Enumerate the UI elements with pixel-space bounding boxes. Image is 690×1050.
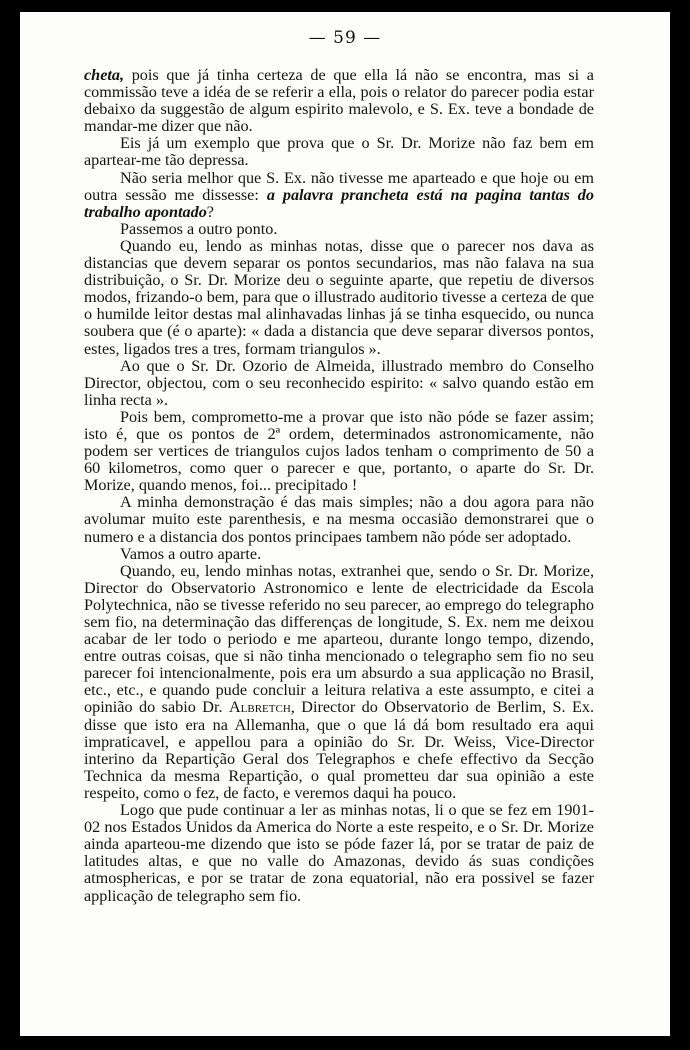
paragraph bbox=[84, 238, 594, 358]
text-run: Ao que o Sr. Dr. Ozorio de Almeida, illustrado membro do Conselho Director, objectou, com o seu reconhecido espirito: « salvo quando estão em linha recta ». bbox=[84, 356, 594, 409]
page-number: — 59 — bbox=[308, 28, 382, 48]
text-run: Quando, eu, lendo minhas notas, extranhei que, sendo o Sr. Dr. Morize, Director do Observatorio Astronomico e lente de electricidade da Escola Polytechnica, não se tivesse referido no seu parecer, ao emprego do telegrapho sem fio, na determinação das differenças de longitude, S. Ex. nem me deixou acabar de ler todo o periodo e me aparteou, durante longo tempo, dizendo, entre outras coisas, que si não tinha mencionado o telegrapho sem fio no seu parecer foi intencionalmente, pois era um absurdo a sua applicação no Brasil, etc., etc., e quando pude concluir a leitura relativa a este assumpto, e citei a opinião do sabio Dr. bbox=[84, 561, 594, 717]
text-run: a palavra prancheta está na pagina tantas do trabalho apontado bbox=[84, 185, 594, 221]
paragraph bbox=[84, 563, 594, 802]
paragraph bbox=[84, 170, 594, 221]
text-run: Passemos a outro ponto. bbox=[120, 219, 278, 238]
text-run: cheta, bbox=[84, 66, 125, 84]
paragraph bbox=[84, 358, 594, 409]
paragraph bbox=[84, 135, 594, 169]
text-run: A minha demonstração é das mais simples; não a dou agora para não avolumar muito este parenthesis, e na mesma occasião demonstrarei que o numero e a distancia dos pontos principaes tambem não póde ser adoptado. bbox=[84, 493, 594, 546]
document-page bbox=[20, 12, 670, 1036]
text-run: Eis já um exemplo que prova que o Sr. Dr. Morize não faz bem em apartear-me tão depressa. bbox=[84, 134, 594, 170]
body-text bbox=[84, 67, 594, 905]
text-run: Quando eu, lendo as minhas notas, disse que o parecer nos dava as distancias que devem separar os pontos secundarios, mas não falava na sua distribuição, o Sr. Dr. Morize deu o seguinte aparte, que repetiu de diversos modos, frizando-o bem, para que o illustrado auditorio tivesse a certeza de que o humilde leitor destas mal alinhavadas linhas já se tinha esquecido, ou nunca soubera que (é o aparte): « dada a distancia que deve separar diversos pontos, estes, ligados tres a tres, formam triangulos ». bbox=[84, 236, 594, 358]
paragraph bbox=[84, 494, 594, 545]
text-run: Albretch bbox=[228, 698, 291, 717]
text-run: Logo que pude continuar a ler as minhas notas, li o que se fez em 1901-02 nos Estados Unidos da America do Norte a este respeito, e o Sr. Dr. Morize ainda aparteou-me dizendo que isto se póde fazer lá, por se tratar de paiz de latitudes altas, e que no valle do Amazonas, devido ás suas condições atmosphericas, e por se tratar de zona equatorial, não era possivel se fazer applicação de telegrapho sem fio. bbox=[84, 801, 594, 905]
paragraph bbox=[84, 802, 594, 905]
text-run: Vamos a outro aparte. bbox=[120, 544, 262, 563]
paragraph bbox=[84, 546, 594, 563]
paragraph bbox=[84, 67, 594, 135]
paragraph bbox=[84, 409, 594, 494]
text-run: , Director do Observatorio de Berlim, S. Ex. disse que isto era na Allemanha, que o que lá dá bom resultado era aqui impraticavel, e appellou para a opinião do Sr. Dr. Weiss, Vice-Director interino da Repartição Geral dos Telegraphos e chefe effectivo da Secção Technica da mesma Repartição, o qual prometteu dar sua opinião a este respeito, como o fez, de facto, e veremos daqui ha pouco. bbox=[84, 698, 594, 802]
text-run: pois que já tinha certeza de que ella lá não se encontra, mas si a commissão teve a idéa de se referir a ella, pois o relator do parecer podia estar debaixo da suggestão de algum espirito malevolo, e S. Ex. teve a bondade de mandar-me dizer que não. bbox=[84, 66, 594, 136]
paragraph bbox=[84, 221, 594, 238]
text-run: Não seria melhor que S. Ex. não tivesse me aparteado e que hoje ou em outra sessão me dissesse: bbox=[84, 168, 594, 204]
text-run: Pois bem, comprometto-me a provar que isto não póde se fazer assim; isto é, que os pontos de 2ª ordem, determinados astronomicamente, não podem ser vertices de triangulos cujos lados tenham o comprimento de 50 a 60 kilometros, como quer o parecer e que, portanto, o aparte do Sr. Dr. Morize, quando menos, foi... precipitado ! bbox=[84, 407, 594, 495]
text-run: ? bbox=[206, 202, 214, 221]
